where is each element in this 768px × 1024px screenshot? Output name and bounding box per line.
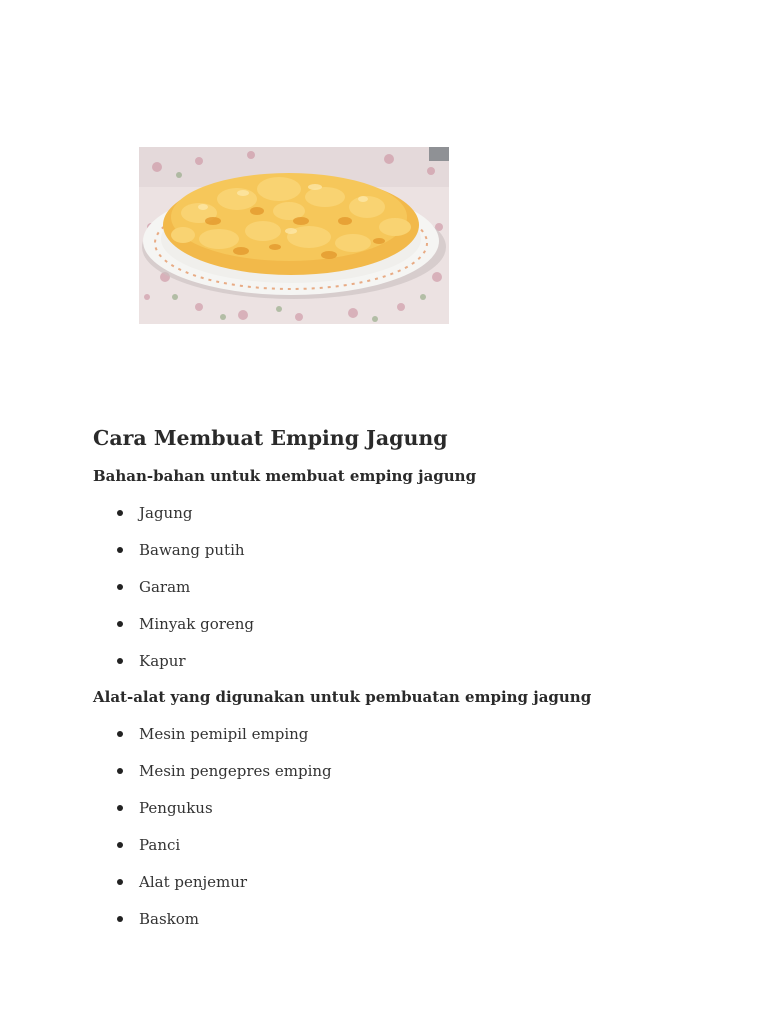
emping-jagung-photo (139, 147, 449, 324)
list-item (93, 614, 713, 634)
ingredients-list (93, 503, 713, 671)
page-title: Cara Membuat Emping Jagung (93, 426, 448, 450)
bullet-icon (117, 805, 123, 811)
list-item (93, 909, 713, 929)
tools-list (93, 724, 713, 929)
bullet-icon (117, 584, 123, 590)
bullet-icon (117, 768, 123, 774)
list-item (93, 651, 713, 671)
list-item-label: Pengukus (139, 799, 213, 817)
list-item-label: Panci (139, 836, 181, 854)
list-item-label: Minyak goreng (139, 615, 255, 633)
bullet-icon (117, 731, 123, 737)
list-item (93, 835, 713, 855)
list-item-label: Jagung (139, 504, 193, 522)
list-item-label: Mesin pemipil emping (139, 725, 309, 743)
document-body (93, 424, 713, 929)
list-item (93, 798, 713, 818)
section-heading-ingredients: Bahan-bahan untuk membuat emping jagung (93, 467, 477, 485)
section-heading-tools: Alat-alat yang digunakan untuk pembuatan emping jagung (93, 688, 592, 706)
list-item (93, 724, 713, 744)
list-item-label: Baskom (139, 910, 200, 928)
list-item (93, 503, 713, 523)
list-item-label: Garam (139, 578, 191, 596)
list-item-label: Alat penjemur (139, 873, 248, 891)
bullet-icon (117, 621, 123, 627)
bullet-icon (117, 510, 123, 516)
list-item (93, 577, 713, 597)
list-item (93, 540, 713, 560)
bullet-icon (117, 658, 123, 664)
bullet-icon (117, 916, 123, 922)
list-item (93, 761, 713, 781)
bullet-icon (117, 547, 123, 553)
list-item-label: Kapur (139, 652, 186, 670)
list-item-label: Bawang putih (139, 541, 245, 559)
bullet-icon (117, 879, 123, 885)
bullet-icon (117, 842, 123, 848)
list-item (93, 872, 713, 892)
list-item-label: Mesin pengepres emping (139, 762, 332, 780)
